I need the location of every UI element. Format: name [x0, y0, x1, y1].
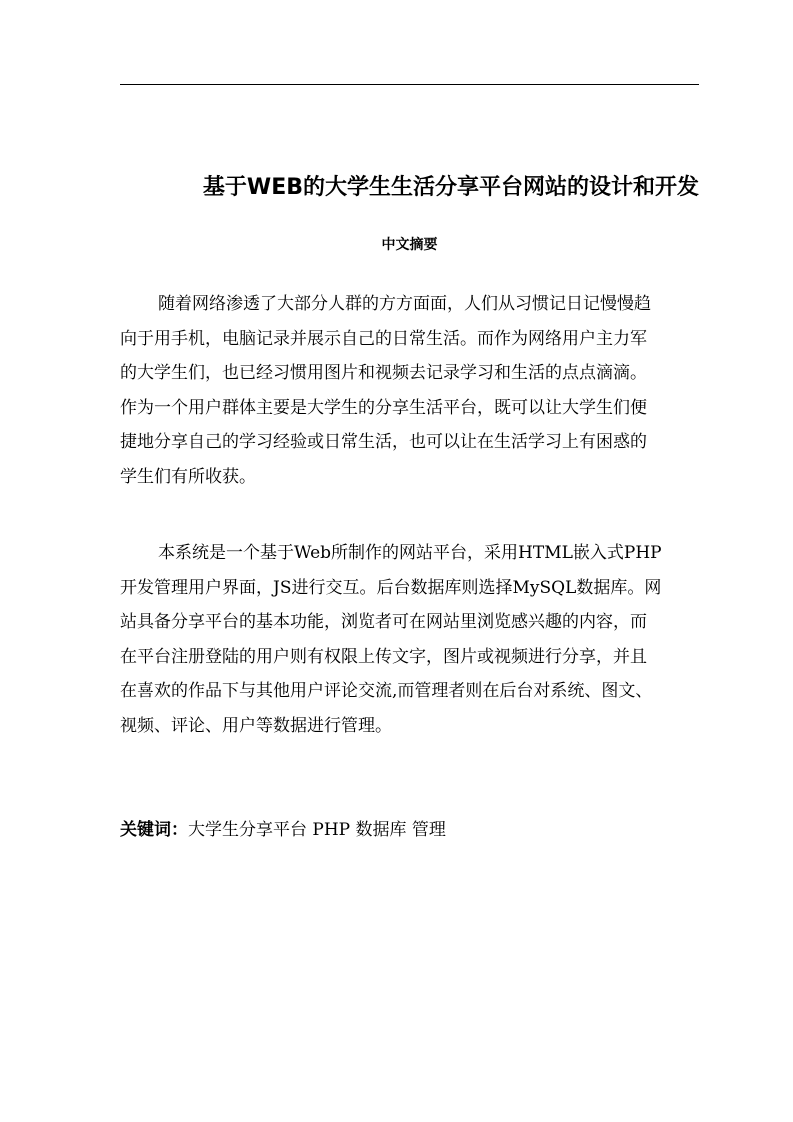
document-title: 基于WEB的大学生生活分享平台网站的设计和开发 [202, 175, 699, 200]
paragraph-line: 的大学生们，也已经习惯用图片和视频去记录学习和生活的点点滴滴。 [120, 363, 647, 383]
keywords-label: 关键词： [120, 820, 188, 840]
paragraph-line: 在喜欢的作品下与其他用户评论交流,而管理者则在后台对系统、图文、 [120, 681, 653, 701]
abstract-heading: 中文摘要 [381, 237, 438, 253]
abstract-paragraph-1 [120, 287, 699, 494]
paragraph-line: 随着网络渗透了大部分人群的方方面面，人们从习惯记日记慢慢趋 [158, 294, 651, 314]
paragraph-line: 作为一个用户群体主要是大学生的分享生活平台，既可以让大学生们便 [120, 397, 647, 418]
keywords-line [120, 815, 699, 845]
header-rule [120, 84, 699, 85]
abstract-paragraph-2 [120, 536, 699, 743]
paragraph-line: 学生们有所收获。 [120, 466, 256, 487]
paragraph-line: 向于用手机，电脑记录并展示自己的日常生活。而作为网络用户主力军 [120, 328, 647, 349]
paragraph-line: 开发管理用户界面，JS进行交互。后台数据库则选择MySQL数据库。网 [120, 577, 662, 598]
keywords-value: 大学生分享平台 PHP 数据库 管理 [188, 820, 446, 840]
paragraph-line: 在平台注册登陆的用户则有权限上传文字，图片或视频进行分享，并且 [120, 646, 647, 667]
paragraph-line: 视频、评论、用户等数据进行管理。 [120, 715, 392, 736]
paragraph-line: 站具备分享平台的基本功能，浏览者可在网站里浏览感兴趣的内容，而 [120, 612, 647, 632]
paragraph-line: 本系统是一个基于Web所制作的网站平台，采用HTML嵌入式PHP [158, 543, 662, 563]
paragraph-line: 捷地分享自己的学习经验或日常生活，也可以让在生活学习上有困惑的 [120, 432, 647, 452]
